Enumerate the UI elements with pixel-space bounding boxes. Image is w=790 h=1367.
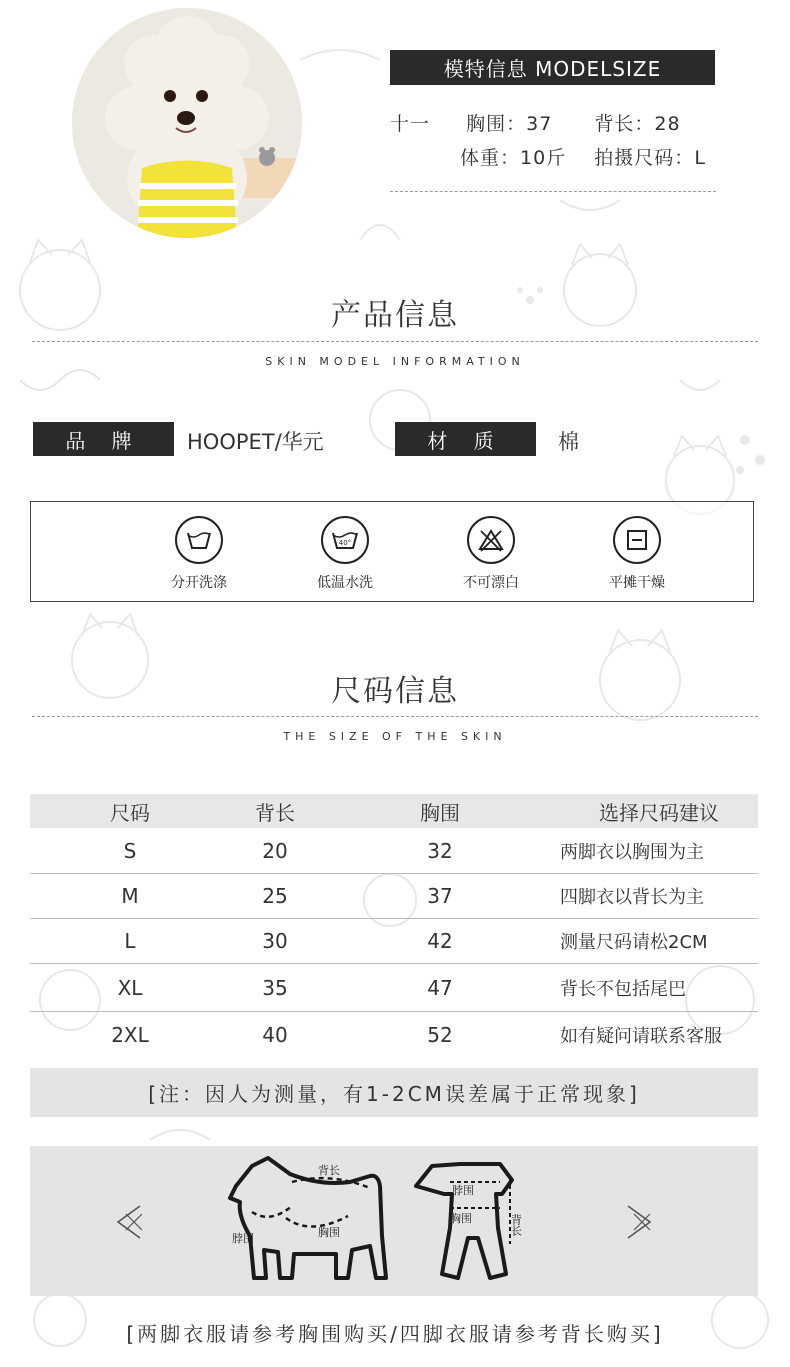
left-arrow-icon[interactable] xyxy=(118,1206,142,1238)
measurement-diagram xyxy=(30,1146,758,1296)
care-instructions-panel xyxy=(30,501,754,602)
garment-neck-label: 脖围 xyxy=(452,1184,474,1197)
dog-back-length-label: 背长 xyxy=(318,1164,340,1177)
size-cell: XL xyxy=(117,975,143,1000)
chest-cell: 52 xyxy=(427,1023,453,1047)
measurement-error-note: [注：因人为测量，有1-2CM误差属于正常现象] xyxy=(30,1068,758,1117)
model-shot-size-value: L xyxy=(694,147,706,169)
back-cell: 25 xyxy=(262,884,288,908)
size-table-header xyxy=(30,794,758,828)
header-advice: 选择尺码建议 xyxy=(599,800,719,825)
size-cell: 2XL xyxy=(111,1023,149,1047)
table-row xyxy=(30,874,758,919)
model-chest-label: 胸围： xyxy=(466,113,527,135)
model-shot-size-label: 拍摄尺码： xyxy=(594,147,695,169)
model-chest-value: 37 xyxy=(526,113,553,135)
advice-cell: 测量尺码请松2CM xyxy=(560,932,708,953)
brand-value: HOOPET/华元 xyxy=(187,430,324,454)
measurement-diagram-panel xyxy=(30,1146,758,1296)
model-back-value: 28 xyxy=(654,113,681,135)
advice-cell: 如有疑问请联系客服 xyxy=(560,1026,722,1047)
model-weight-label: 体重： xyxy=(460,147,521,169)
table-row xyxy=(30,919,758,964)
product-info-subtitle: SKIN MODEL INFORMATION xyxy=(265,355,525,368)
size-info-subtitle: THE SIZE OF THE SKIN xyxy=(283,730,507,743)
garment-back-length-label: 背长 xyxy=(509,1214,523,1236)
svg-text:40°: 40° xyxy=(338,539,352,547)
model-name: 十一 xyxy=(390,113,431,135)
back-cell: 35 xyxy=(262,975,288,1000)
size-title-divider xyxy=(32,716,758,717)
table-row xyxy=(30,1012,758,1058)
back-cell: 20 xyxy=(262,838,288,863)
right-arrow-icon[interactable] xyxy=(628,1206,650,1238)
model-size-header: 模特信息 MODELSIZE xyxy=(390,50,715,85)
advice-cell: 背长不包括尾巴 xyxy=(560,978,686,1000)
dog-chest-label: 胸围 xyxy=(318,1226,340,1239)
care-label: 分开洗涤 xyxy=(171,575,227,591)
chest-cell: 37 xyxy=(427,884,453,908)
header-back-length: 背长 xyxy=(255,800,295,825)
dog-outline-icon xyxy=(230,1158,386,1278)
wash-40-degree-icon xyxy=(321,516,369,564)
care-label: 不可漂白 xyxy=(463,575,519,591)
advice-cell: 四脚衣以背长为主 xyxy=(560,887,704,908)
chest-cell: 47 xyxy=(427,975,453,1000)
brand-label: 品 牌 xyxy=(33,422,174,456)
size-cell: L xyxy=(124,929,136,953)
model-back-label: 背长： xyxy=(594,113,655,135)
product-title-divider xyxy=(32,341,758,342)
size-table xyxy=(30,794,758,1058)
model-divider xyxy=(390,191,716,192)
purchase-reference-note: [两脚衣服请参考胸围购买/四脚衣服请参考背长购买] xyxy=(126,1322,664,1346)
advice-cell: 两脚衣以胸围为主 xyxy=(560,841,704,863)
model-dog-photo xyxy=(72,8,302,238)
dog-neck-label: 脖围 xyxy=(232,1232,254,1245)
size-cell: M xyxy=(121,884,139,908)
flat-dry-icon xyxy=(613,516,661,564)
model-weight-value: 10斤 xyxy=(520,147,567,169)
care-label: 低温水洗 xyxy=(317,575,373,591)
back-cell: 40 xyxy=(262,1023,288,1047)
model-line-1 xyxy=(390,109,681,136)
care-label: 平摊干燥 xyxy=(609,575,665,591)
care-item-flat-dry xyxy=(582,516,692,592)
hand-wash-basin-icon xyxy=(175,516,223,564)
size-cell: S xyxy=(123,838,137,863)
no-bleach-icon xyxy=(467,516,515,564)
chest-cell: 32 xyxy=(427,838,453,863)
care-item-low-temp-wash xyxy=(290,516,400,592)
care-item-separate-wash xyxy=(144,516,254,592)
header-size: 尺码 xyxy=(110,800,150,825)
garment-chest-label: 胸围 xyxy=(450,1212,472,1225)
size-info-title: 尺码信息 xyxy=(331,674,459,709)
chest-cell: 42 xyxy=(427,929,453,953)
table-row xyxy=(30,964,758,1012)
back-cell: 30 xyxy=(262,929,288,953)
header-chest: 胸围 xyxy=(420,800,460,825)
table-row xyxy=(30,828,758,874)
model-line-2 xyxy=(460,143,706,170)
care-item-no-bleach xyxy=(436,516,546,592)
material-label: 材 质 xyxy=(395,422,536,456)
product-info-title: 产品信息 xyxy=(331,298,459,333)
material-value: 棉 xyxy=(558,430,579,454)
